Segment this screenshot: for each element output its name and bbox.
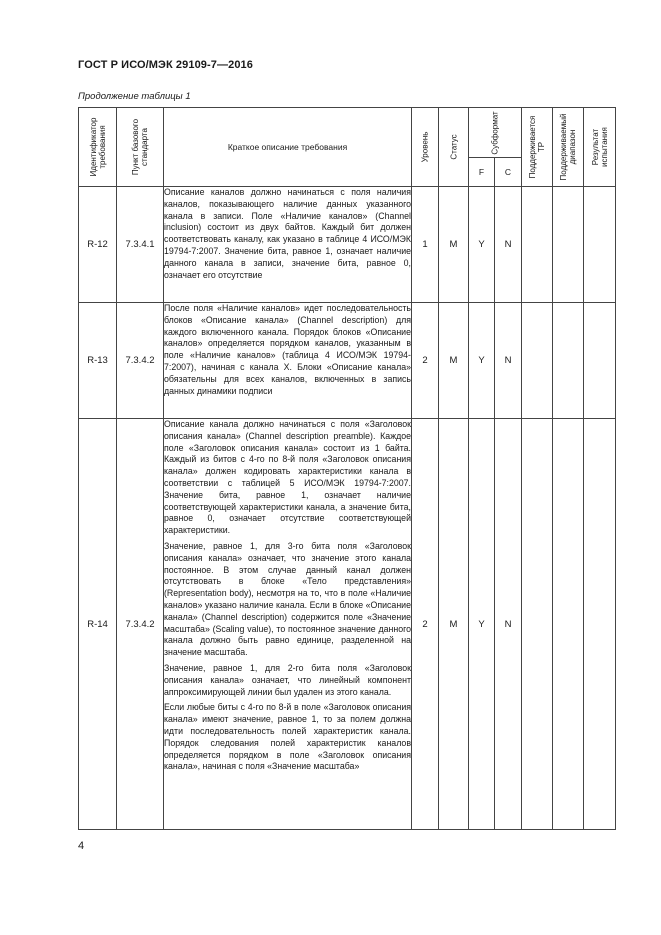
col-header-subformat-c: C [495, 158, 522, 187]
table-caption: Продолжение таблицы 1 [78, 91, 191, 102]
cell-supported [522, 419, 553, 830]
document-header: ГОСТ Р ИСО/МЭК 29109-7—2016 [78, 59, 253, 71]
cell-status: M [439, 187, 469, 303]
col-header-level: Уровень [412, 108, 439, 187]
page-number: 4 [78, 840, 85, 852]
cell-id: R-13 [79, 303, 117, 419]
cell-subformat-c: N [495, 303, 522, 419]
description-paragraph: Описание каналов должно начинаться с поля наличия каналов, показывающего наличие данных указанного канала в записи. Поле «Наличие каналов» (Channel inclusion) состоит из двух байтов. Каждый бит должен соответствовать каналу, как указано в таблице 4 ИСО/МЭК 19794-7:2007. Значение бита, равное 1, означает наличие данного канала в записи, значение бита, равное 0, означает его отсутствие [164, 187, 411, 280]
description-paragraph: Значение, равное 1, для 3-го бита поля «Заголовок описания канала» означает, что значение этого канала постоянное. В этом случае данный канал должен отсутствовать в блоке «Тело представления» (Representation body), несмотря на то, что в поле «Наличие каналов» указано наличие канала. Если в блоке «Описание канала» (Channel description) содержится поле «Значение масштаба» (Scaling value), то постоянное значение данного канала должно быть равно единице, разделенной на значение масштаба. [164, 540, 411, 658]
cell-range [553, 187, 584, 303]
cell-range [553, 303, 584, 419]
table-row-r12 [79, 187, 616, 303]
cell-result [584, 419, 616, 830]
cell-id: R-12 [79, 187, 117, 303]
table-row-r13 [79, 303, 616, 419]
description-paragraph: Если любые биты с 4-го по 8-й в поле «Заголовок описания канала» имеют значение, равное 1, то за полем должна идти последовательность полей характеристик канала. Порядок следования полей характеристик каналов определяется порядком в поле «Заголовок описания канала», начиная с поля «Значение масштаба» [164, 702, 411, 772]
cell-supported [522, 303, 553, 419]
requirements-table [78, 107, 616, 830]
description-paragraph: После поля «Наличие каналов» идет последовательность блоков «Описание канала» (Channel description) для каждого включенного канала. Порядок блоков «Описание каналов» определяется порядком каналов, указанным в поле «Наличие каналов» (таблица 4 ИСО/МЭК 19794-7:2007), начиная с канала X. Блоки «Описание канала» обязательны для всех каналов, включенных в запись данных динамики подписи [164, 303, 411, 396]
col-header-status: Статус [439, 108, 469, 187]
cell-status: M [439, 303, 469, 419]
cell-level: 2 [412, 303, 439, 419]
col-header-subformat-f: F [469, 158, 495, 187]
cell-subformat-f: Y [469, 187, 495, 303]
description-paragraph: Описание канала должно начинаться с поля «Заголовок описания канала» (Channel description preamble). Каждое поле «Заголовок описания канала» состоит из 1 байта. Каждый из битов с 4-го по 8-й поля «Заголовок описания канала» должен кодировать характеристики канала в соответствии с таблицей 5 ИСО/МЭК 19794-7:2007. Значение бита, равное 1, означает наличие соответствующей характеристики канала, а значение бита, равное 0, означает отсутствие соответствующей характеристики. [164, 419, 411, 536]
cell-level: 1 [412, 187, 439, 303]
cell-description [164, 419, 412, 830]
cell-subformat-c: N [495, 419, 522, 830]
cell-id: R-14 [79, 419, 117, 830]
cell-level: 2 [412, 419, 439, 830]
cell-description [164, 303, 412, 419]
cell-clause: 7.3.4.2 [117, 419, 164, 830]
cell-subformat-f: Y [469, 419, 495, 830]
table-row-r14 [79, 419, 616, 830]
cell-subformat-c: N [495, 187, 522, 303]
cell-clause: 7.3.4.2 [117, 303, 164, 419]
cell-result [584, 303, 616, 419]
col-header-id: Идентификатор требования [79, 108, 117, 187]
col-header-supported: Поддерживается ТР [522, 108, 553, 187]
cell-status: M [439, 419, 469, 830]
col-header-result: Результат испытания [584, 108, 616, 187]
cell-clause: 7.3.4.1 [117, 187, 164, 303]
cell-description [164, 187, 412, 303]
cell-range [553, 419, 584, 830]
header-row [79, 108, 616, 158]
col-header-description: Краткое описание требования [164, 108, 412, 187]
cell-result [584, 187, 616, 303]
cell-subformat-f: Y [469, 303, 495, 419]
cell-supported [522, 187, 553, 303]
description-paragraph: Значение, равное 1, для 2-го бита поля «Заголовок описания канала» означает, что линейный компонент аппроксимирующей линии был удален из этого канала. [164, 662, 411, 697]
col-header-subformat: Субформат [469, 108, 522, 158]
col-header-range: Поддерживаемый диапазон [553, 108, 584, 187]
col-header-clause: Пункт базового стандарта [117, 108, 164, 187]
